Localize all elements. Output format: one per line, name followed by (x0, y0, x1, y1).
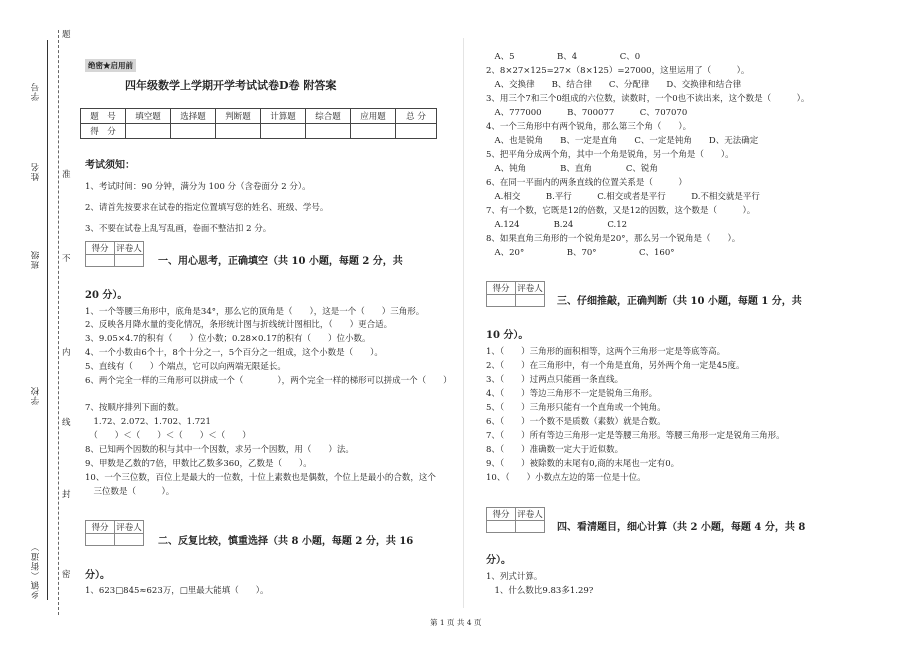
section1-title-cont: 20 分）。 (85, 290, 128, 301)
judge-line: 4、（ ）等边三角形不一定是锐角三角形。 (486, 389, 658, 399)
grader-reviewer-cell[interactable] (115, 534, 144, 546)
grader-reviewer-cell[interactable] (516, 295, 545, 307)
score-header-cell: 计算题 (261, 109, 306, 124)
grader-reviewer-label: 评卷人 (115, 242, 144, 255)
question-line: 5、把平角分成两个角，其中一个角是锐角，另一个角是（ ）。 (486, 150, 734, 160)
question-line: 4、一个小数由6个十，8个十分之一，5个百分之一组成，这个小数是（ ）。 (85, 348, 383, 358)
seal-word: 内 (62, 348, 71, 358)
score-table-header-row (81, 109, 437, 124)
margin-label-student-id: 学号 (31, 82, 41, 101)
question-line: 1、什么数比9.83多1.29? (486, 586, 594, 596)
grader-score-cell[interactable] (86, 255, 115, 267)
score-header-cell: 题 号 (81, 109, 126, 124)
grader-reviewer-label: 评卷人 (516, 508, 545, 521)
question-line: 1.72、2.072、1.702、1.721 (85, 417, 211, 427)
question-line: A、5 B、4 C、0 (486, 52, 641, 62)
notice-line: 3、不要在试卷上乱写乱画，卷面不整洁扣 2 分。 (85, 224, 272, 234)
grader-score-label: 得分 (86, 521, 115, 534)
notice-title: 考试须知： (85, 160, 135, 171)
question-line: A、交换律 B、结合律 C、分配律 D、交换律和结合律 (486, 80, 742, 90)
grader-score-label: 得分 (86, 242, 115, 255)
section2-title: 二、反复比较，慎重选择（共 8 小题，每题 2 分，共 16 (158, 536, 414, 547)
page-footer: 第 1 页 共 4 页 (430, 618, 482, 627)
question-line: 1、列式计算。 (486, 572, 543, 582)
grader-box (85, 241, 144, 267)
grader-score-label: 得分 (487, 282, 516, 295)
question-line: 三位数是（ ）。 (85, 487, 175, 497)
judge-line: 1、（ ）三角形的面积相等，这两个三角形一定是等底等高。 (486, 347, 726, 357)
score-cell[interactable] (171, 124, 216, 139)
grader-reviewer-label: 评卷人 (516, 282, 545, 295)
question-line: 7、按顺序排列下面的数。 (85, 403, 184, 413)
score-row-label: 得 分 (81, 124, 126, 139)
score-table-row (81, 124, 437, 139)
question-line: 5、直线有（ ）个端点，它可以向两端无限延长。 (85, 362, 286, 372)
judge-line: 7、（ ）所有等边三角形一定是等腰三角形。等腰三角形一定是锐角三角形。 (486, 431, 785, 441)
judge-line: 9、（ ）被除数的末尾有0,商的末尾也一定有0。 (486, 459, 680, 469)
seal-dashed-line (58, 30, 59, 615)
judge-line: 10、（ ）小数点左边的第一位是十位。 (486, 473, 646, 483)
question-line: A、20° B、70° C、160° (486, 248, 675, 258)
question-line: 6、两个完全一样的三角形可以拼成一个（ ），两个完全一样的梯形可以拼成一个（ ） (85, 376, 452, 386)
section3-title-cont: 10 分）。 (486, 330, 529, 341)
question-line: 3、9.05×4.7的积有（ ）位小数；0.28×0.17的积有（ ）位小数。 (85, 334, 371, 344)
score-header-cell: 综合题 (306, 109, 351, 124)
secret-tag: 绝密★启用前 (85, 59, 136, 72)
seal-word: 不 (62, 254, 71, 264)
question-line: A、也是锐角 B、一定是直角 C、一定是钝角 D、无法确定 (486, 136, 759, 146)
notice-line: 1、考试时间：90 分钟，满分为 100 分（含卷面分 2 分）。 (85, 182, 311, 192)
grader-score-cell[interactable] (86, 534, 115, 546)
score-cell[interactable] (351, 124, 396, 139)
question-line: 1、一个等腰三角形中，底角是34°，那么它的顶角是（ ），这是一个（ ）三角形。 (85, 307, 425, 317)
score-cell[interactable] (306, 124, 351, 139)
column-divider (463, 38, 464, 608)
section3-title: 三、仔细推敲，正确判断（共 10 小题，每题 1 分，共 (557, 296, 802, 307)
score-cell[interactable] (396, 124, 437, 139)
binding-line (47, 40, 48, 600)
section4-title: 四、看清题目，细心计算（共 2 小题，每题 4 分，共 8 (557, 522, 806, 533)
section2-title-cont: 分）。 (85, 570, 110, 581)
section1-title: 一、用心思考，正确填空（共 10 小题，每题 2 分，共 (158, 256, 403, 267)
question-line: A.相交 B.平行 C.相交或者是平行 D.不相交就是平行 (486, 192, 760, 202)
question-line: 8、如果直角三角形的一个锐角是20°，那么另一个锐角是（ ）。 (486, 234, 741, 244)
margin-label-school: 学校 (31, 386, 41, 405)
seal-word: 准 (62, 170, 71, 180)
judge-line: 5、（ ）三角形只能有一个直角或一个钝角。 (486, 403, 666, 413)
question-line: 4、一个三角形中有两个锐角，那么第三个角（ ）。 (486, 122, 692, 132)
question-line: 9、甲数是乙数的7倍，甲数比乙数多360，乙数是（ ）。 (85, 459, 312, 469)
section4-title-cont: 分）。 (486, 555, 511, 566)
margin-top-mark: 题 (62, 30, 71, 40)
score-header-cell: 选择题 (171, 109, 216, 124)
question-line: A.124 B.24 C.12 (486, 220, 628, 230)
score-table (80, 108, 437, 139)
page-title: 四年级数学上学期开学考试试卷D卷 附答案 (125, 79, 337, 92)
question-line: 2、8×27×125=27×（8×125）=27000，这里运用了（ ）。 (486, 66, 750, 76)
question-line: 10、一个三位数，百位上是最大的一位数，十位上素数也是偶数，个位上是最小的合数，这个 (85, 473, 436, 483)
score-cell[interactable] (126, 124, 171, 139)
question-line: 2、反映各月降水量的变化情况，条形统计图与折线统计图相比，（ ）更合适。 (85, 320, 393, 330)
score-cell[interactable] (261, 124, 306, 139)
grader-reviewer-cell[interactable] (115, 255, 144, 267)
margin-label-name: 姓名 (31, 162, 41, 181)
score-cell[interactable] (216, 124, 261, 139)
seal-word: 线 (62, 418, 71, 428)
score-header-cell: 总 分 (396, 109, 437, 124)
question-line: 1、623□845≈623万，□里最大能填（ ）。 (85, 586, 269, 596)
question-line: 3、用三个7和三个0组成的六位数，读数时，一个0也不读出来，这个数是（ ）。 (486, 94, 810, 104)
judge-line: 2、（ ）在三角形中，有一个角是直角，另外两个角一定是45度。 (486, 361, 745, 371)
score-header-cell: 判断题 (216, 109, 261, 124)
score-header-cell: 应用题 (351, 109, 396, 124)
grader-box (85, 520, 144, 546)
question-line: 6、在同一平面内的两条直线的位置关系是（ ） (486, 178, 687, 188)
margin-label-township: 乡镇（街道） (31, 542, 41, 599)
grader-score-cell[interactable] (487, 521, 516, 533)
question-line: A、777000 B、700077 C、707070 (486, 108, 688, 118)
grader-box (486, 281, 545, 307)
grader-reviewer-label: 评卷人 (115, 521, 144, 534)
question-line: 8、已知两个因数的积与其中一个因数，求另一个因数，用（ ）法。 (85, 445, 354, 455)
notice-line: 2、请首先按要求在试卷的指定位置填写您的姓名、班级、学号。 (85, 203, 329, 213)
grader-reviewer-cell[interactable] (516, 521, 545, 533)
grader-score-cell[interactable] (487, 295, 516, 307)
margin-label-class: 班级 (31, 250, 41, 269)
score-header-cell: 填空题 (126, 109, 171, 124)
question-line: 7、有一个数，它既是12的倍数，又是12的因数，这个数是（ ）。 (486, 206, 756, 216)
seal-word: 封 (62, 490, 71, 500)
judge-line: 6、（ ）一个数不是质数（素数）就是合数。 (486, 417, 666, 427)
grader-box (486, 507, 545, 533)
seal-word: 密 (62, 570, 71, 580)
question-line: A、钝角 B、直角 C、锐角 (486, 164, 658, 174)
judge-line: 8、（ ）准确数一定大于近似数。 (486, 445, 624, 455)
question-line: （ ）＜（ ）＜（ ）＜（ ） (85, 431, 251, 441)
grader-score-label: 得分 (487, 508, 516, 521)
judge-line: 3、（ ）过两点只能画一条直线。 (486, 375, 624, 385)
